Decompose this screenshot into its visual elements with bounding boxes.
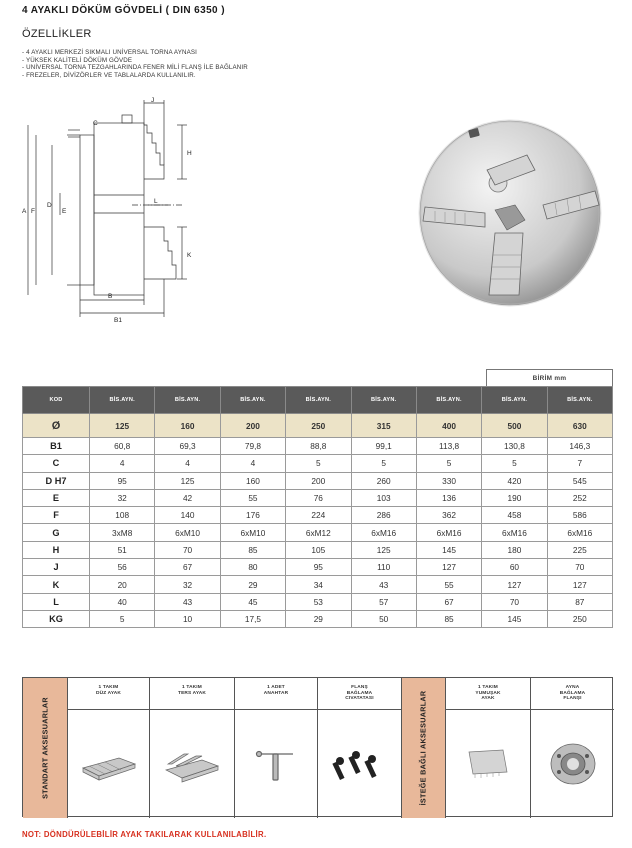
table-row bbox=[23, 489, 613, 506]
table-cell: 85 bbox=[416, 610, 481, 627]
table-cell: 125 bbox=[155, 472, 220, 489]
reverse-jaw-icon bbox=[150, 710, 234, 818]
table-cell: 545 bbox=[547, 472, 612, 489]
row-label: C bbox=[23, 455, 90, 472]
footer-note: NOT: DÖNDÜRÜLEBİLİR AYAK TAKILARAK KULLANILABİLİR. bbox=[22, 830, 267, 839]
table-cell: 146,3 bbox=[547, 438, 612, 455]
table-cell: 145 bbox=[416, 541, 481, 558]
accessory-category-label: STANDART AKSESUARLAR bbox=[40, 697, 50, 799]
table-cell: 140 bbox=[155, 507, 220, 524]
table-cell: 43 bbox=[155, 593, 220, 610]
table-cell: 4 bbox=[220, 455, 285, 472]
accessory-label-line: TERS AYAK bbox=[177, 690, 206, 696]
table-cell: 50 bbox=[351, 610, 416, 627]
table-cell: 125 bbox=[90, 414, 155, 438]
table-cell: 286 bbox=[351, 507, 416, 524]
accessory-label-line: BAĞLAMA bbox=[559, 690, 586, 696]
dim-label: B bbox=[108, 293, 113, 300]
table-row bbox=[23, 455, 613, 472]
page-title: 4 AYAKLI DÖKÜM GÖVDELİ ( DIN 6350 ) bbox=[22, 5, 225, 16]
accessory-label-line: BAĞLAMA bbox=[346, 690, 373, 696]
accessory-item-label bbox=[531, 678, 614, 710]
table-cell: 5 bbox=[351, 455, 416, 472]
row-label: H bbox=[23, 541, 90, 558]
table-cell: 362 bbox=[416, 507, 481, 524]
table-cell: 79,8 bbox=[220, 438, 285, 455]
feature-item: - YÜKSEK KALİTELİ DÖKÜM GÖVDE bbox=[22, 56, 133, 64]
straight-jaw-icon bbox=[68, 710, 149, 818]
table-cell: 6xM16 bbox=[547, 524, 612, 541]
table-cell: 5 bbox=[90, 610, 155, 627]
table-cell: 29 bbox=[286, 610, 351, 627]
table-cell: 200 bbox=[286, 472, 351, 489]
column-header: BİS.AYN. bbox=[155, 387, 220, 414]
table-cell: 125 bbox=[351, 541, 416, 558]
table-cell: 95 bbox=[286, 559, 351, 576]
table-cell: 160 bbox=[220, 472, 285, 489]
table-cell: 6xM16 bbox=[482, 524, 547, 541]
table-cell: 5 bbox=[286, 455, 351, 472]
dim-label: D bbox=[47, 202, 52, 209]
dim-label: L bbox=[154, 198, 158, 205]
table-cell: 7 bbox=[547, 455, 612, 472]
table-cell: 400 bbox=[416, 414, 481, 438]
accessory-label-line: YUMUŞAK bbox=[475, 690, 501, 696]
accessory-category-band bbox=[23, 678, 67, 818]
table-cell: 180 bbox=[482, 541, 547, 558]
table-cell: 145 bbox=[482, 610, 547, 627]
accessory-label-line: 1 TAKIM bbox=[98, 685, 119, 690]
table-cell: 76 bbox=[286, 489, 351, 506]
column-header: BİS.AYN. bbox=[286, 387, 351, 414]
accessory-item bbox=[317, 678, 401, 818]
table-cell: 127 bbox=[547, 576, 612, 593]
dim-label: C bbox=[93, 120, 98, 127]
table-cell: 630 bbox=[547, 414, 612, 438]
feature-item: - UNİVERSAL TORNA TEZGAHLARINDA FENER MİLİ FLANŞ İLE BAĞLANIR bbox=[22, 64, 248, 72]
accessory-item bbox=[445, 678, 530, 818]
table-cell: 6xM10 bbox=[220, 524, 285, 541]
row-label: Ø bbox=[23, 414, 90, 438]
row-label: F bbox=[23, 507, 90, 524]
column-header: BİS.AYN. bbox=[90, 387, 155, 414]
table-header-row bbox=[23, 387, 613, 414]
table-cell: 42 bbox=[155, 489, 220, 506]
table-cell: 20 bbox=[90, 576, 155, 593]
table-cell: 103 bbox=[351, 489, 416, 506]
table-cell: 60 bbox=[482, 559, 547, 576]
table-cell: 458 bbox=[482, 507, 547, 524]
row-label: KG bbox=[23, 610, 90, 627]
table-row bbox=[23, 576, 613, 593]
table-cell: 67 bbox=[155, 559, 220, 576]
accessory-item-label bbox=[446, 678, 530, 710]
accessory-label-line: DÜZ AYAK bbox=[96, 690, 121, 696]
table-cell: 70 bbox=[547, 559, 612, 576]
table-cell: 6xM16 bbox=[416, 524, 481, 541]
table-cell: 32 bbox=[155, 576, 220, 593]
accessories-panel bbox=[22, 677, 613, 817]
table-row bbox=[23, 610, 613, 627]
accessory-item-label bbox=[68, 678, 149, 710]
table-cell: 330 bbox=[416, 472, 481, 489]
table-cell: 315 bbox=[351, 414, 416, 438]
features-heading: ÖZELLİKLER bbox=[22, 28, 92, 40]
column-header: BİS.AYN. bbox=[220, 387, 285, 414]
accessory-label-line: CIVATATASI bbox=[345, 696, 374, 702]
table-cell: 3xM8 bbox=[90, 524, 155, 541]
technical-drawing bbox=[22, 95, 212, 325]
table-cell: 85 bbox=[220, 541, 285, 558]
table-cell: 55 bbox=[220, 489, 285, 506]
table-cell: 34 bbox=[286, 576, 351, 593]
dim-label: B1 bbox=[114, 317, 122, 324]
accessory-label-line: 1 TAKIM bbox=[182, 685, 202, 690]
table-row bbox=[23, 559, 613, 576]
column-header: BİS.AYN. bbox=[351, 387, 416, 414]
column-header: BİS.AYN. bbox=[416, 387, 481, 414]
unit-label: BİRİM mm bbox=[486, 369, 613, 386]
accessory-label-line: FLANŞ bbox=[351, 685, 368, 690]
accessory-item-label bbox=[235, 678, 317, 710]
table-cell: 110 bbox=[351, 559, 416, 576]
table-cell: 250 bbox=[286, 414, 351, 438]
accessory-item bbox=[530, 678, 614, 818]
table-cell: 32 bbox=[90, 489, 155, 506]
soft-jaw-icon bbox=[446, 710, 530, 818]
table-cell: 69,3 bbox=[155, 438, 220, 455]
table-cell: 95 bbox=[90, 472, 155, 489]
table-cell: 127 bbox=[482, 576, 547, 593]
accessory-category-label: İSTEĞE BAĞLI AKSESUARLAR bbox=[418, 690, 428, 806]
table-cell: 200 bbox=[220, 414, 285, 438]
dim-label: K bbox=[187, 252, 192, 259]
table-cell: 4 bbox=[90, 455, 155, 472]
table-cell: 500 bbox=[482, 414, 547, 438]
table-cell: 190 bbox=[482, 489, 547, 506]
table-cell: 56 bbox=[90, 559, 155, 576]
table-cell: 586 bbox=[547, 507, 612, 524]
row-label: B1 bbox=[23, 438, 90, 455]
table-cell: 45 bbox=[220, 593, 285, 610]
table-cell: 260 bbox=[351, 472, 416, 489]
table-cell: 5 bbox=[482, 455, 547, 472]
table-cell: 108 bbox=[90, 507, 155, 524]
table-cell: 51 bbox=[90, 541, 155, 558]
table-cell: 99,1 bbox=[351, 438, 416, 455]
row-label: E bbox=[23, 489, 90, 506]
table-cell: 29 bbox=[220, 576, 285, 593]
row-label: G bbox=[23, 524, 90, 541]
table-row bbox=[23, 438, 613, 455]
accessory-item-label bbox=[318, 678, 401, 710]
table-cell: 70 bbox=[482, 593, 547, 610]
table-cell: 80 bbox=[220, 559, 285, 576]
chuck-photo bbox=[395, 95, 610, 335]
accessory-item bbox=[149, 678, 234, 818]
flange-bolt-icon bbox=[318, 710, 401, 818]
table-cell: 10 bbox=[155, 610, 220, 627]
table-cell: 5 bbox=[416, 455, 481, 472]
feature-item: - FREZELER, DİVİZÖRLER VE TABLALARDA KULLANILIR. bbox=[22, 71, 196, 79]
table-cell: 70 bbox=[155, 541, 220, 558]
table-cell: 4 bbox=[155, 455, 220, 472]
accessory-label-line: ANAHTAR bbox=[263, 690, 289, 696]
accessory-label-line: 1 ADET bbox=[267, 685, 285, 690]
table-cell: 250 bbox=[547, 610, 612, 627]
table-cell: 225 bbox=[547, 541, 612, 558]
table-cell: 176 bbox=[220, 507, 285, 524]
table-cell: 88,8 bbox=[286, 438, 351, 455]
mounting-flange-icon bbox=[531, 710, 614, 818]
table-cell: 6xM10 bbox=[155, 524, 220, 541]
table-row bbox=[23, 472, 613, 489]
table-cell: 113,8 bbox=[416, 438, 481, 455]
row-label: D H7 bbox=[23, 472, 90, 489]
table-row bbox=[23, 507, 613, 524]
table-cell: 6xM16 bbox=[351, 524, 416, 541]
accessory-item-label bbox=[150, 678, 234, 710]
table-cell: 252 bbox=[547, 489, 612, 506]
table-row bbox=[23, 541, 613, 558]
table-row bbox=[23, 593, 613, 610]
accessory-item bbox=[234, 678, 317, 818]
table-cell: 105 bbox=[286, 541, 351, 558]
dim-label: A bbox=[22, 208, 27, 215]
table-cell: 17,5 bbox=[220, 610, 285, 627]
column-header: BİS.AYN. bbox=[547, 387, 612, 414]
dim-label: H bbox=[187, 150, 192, 157]
accessory-label-line: 1 TAKIM bbox=[478, 685, 498, 690]
accessory-label-line: AYNA bbox=[565, 685, 580, 690]
accessory-item bbox=[67, 678, 149, 818]
table-cell: 57 bbox=[351, 593, 416, 610]
column-header-code: KOD bbox=[23, 387, 90, 414]
accessory-category-band bbox=[401, 678, 445, 818]
table-cell: 224 bbox=[286, 507, 351, 524]
row-label: K bbox=[23, 576, 90, 593]
table-cell: 160 bbox=[155, 414, 220, 438]
table-cell: 6xM12 bbox=[286, 524, 351, 541]
table-cell: 130,8 bbox=[482, 438, 547, 455]
table-cell: 67 bbox=[416, 593, 481, 610]
table-cell: 136 bbox=[416, 489, 481, 506]
chuck-key-icon bbox=[235, 710, 317, 818]
table-cell: 43 bbox=[351, 576, 416, 593]
accessory-label-line: FLANŞI bbox=[563, 696, 582, 702]
table-cell: 127 bbox=[416, 559, 481, 576]
table-cell: 53 bbox=[286, 593, 351, 610]
spec-table bbox=[22, 386, 613, 628]
column-divider bbox=[401, 678, 402, 818]
dim-label: F bbox=[31, 208, 35, 215]
features-list bbox=[22, 49, 248, 79]
column-header: BİS.AYN. bbox=[482, 387, 547, 414]
row-label: L bbox=[23, 593, 90, 610]
accessory-label-line: AYAK bbox=[481, 696, 495, 702]
table-row bbox=[23, 524, 613, 541]
table-cell: 87 bbox=[547, 593, 612, 610]
dim-label: J bbox=[151, 97, 155, 104]
feature-item: - 4 AYAKLI MERKEZİ SIKMALI UNİVERSAL TORNA AYNASI bbox=[22, 49, 198, 56]
table-cell: 420 bbox=[482, 472, 547, 489]
table-cell: 40 bbox=[90, 593, 155, 610]
row-label: J bbox=[23, 559, 90, 576]
table-cell: 55 bbox=[416, 576, 481, 593]
table-row bbox=[23, 414, 613, 438]
dim-label: E bbox=[62, 208, 67, 215]
table-cell: 60,8 bbox=[90, 438, 155, 455]
